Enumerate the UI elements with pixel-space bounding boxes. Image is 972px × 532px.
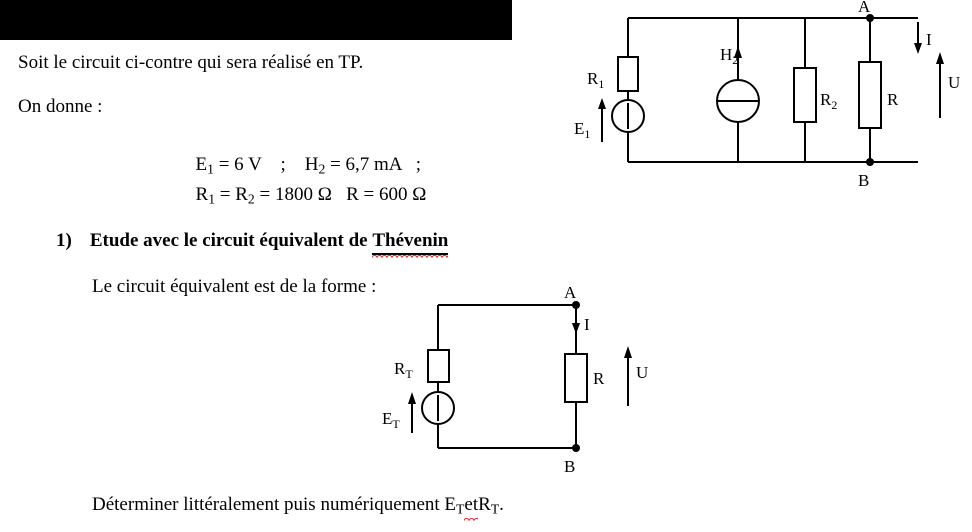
voltage-u-arrow bbox=[936, 52, 944, 118]
e1-arrow bbox=[598, 98, 606, 142]
rt-subscript: T bbox=[490, 501, 500, 517]
resistor-r2-symbol bbox=[794, 68, 816, 122]
e1-value: = 6 V ; H bbox=[213, 154, 319, 175]
given-values-line-2 bbox=[186, 162, 426, 207]
label-r: R bbox=[887, 90, 899, 109]
redaction-bar bbox=[0, 0, 512, 40]
node-a-dot-thevenin bbox=[572, 301, 580, 309]
e1-subscript: 1 bbox=[207, 161, 214, 177]
resistor-r1-symbol bbox=[618, 57, 638, 91]
label-et: $E_T$ bbox=[382, 409, 400, 431]
section-title-misspelled-word: Thévenin bbox=[372, 230, 448, 255]
label-node-a-thevenin: A bbox=[564, 283, 577, 302]
rt-label: R bbox=[478, 494, 491, 515]
final-instruction-line bbox=[92, 494, 504, 517]
label-node-b: B bbox=[858, 171, 870, 190]
circuit-diagram-thevenin bbox=[340, 278, 680, 483]
section-heading-1 bbox=[56, 230, 448, 255]
node-b-dot bbox=[866, 158, 874, 166]
label-voltage-u: U bbox=[948, 73, 960, 92]
circuit-diagram-original bbox=[560, 0, 960, 205]
final-line-middle: et bbox=[464, 494, 479, 515]
final-line-after: . bbox=[499, 494, 504, 515]
label-r2: $R_2$ bbox=[820, 90, 838, 112]
e1-label: E bbox=[195, 154, 208, 175]
r1-subscript: 1 bbox=[208, 191, 216, 207]
resistor-rt-symbol bbox=[428, 350, 449, 382]
label-rt: $R_T$ bbox=[394, 359, 413, 381]
section-number: 1) bbox=[56, 230, 72, 251]
h2-value: = 6,7 mA ; bbox=[325, 154, 421, 175]
resistor-r-symbol bbox=[859, 62, 881, 128]
label-r-thevenin: R bbox=[593, 369, 605, 388]
label-e1: $E_1$ bbox=[574, 119, 591, 141]
label-node-a: A bbox=[858, 0, 871, 16]
current-i-arrow-thevenin bbox=[572, 309, 580, 334]
final-line-before: Déterminer littéralement puis numériquement E bbox=[92, 494, 457, 515]
r2-subscript: 2 bbox=[247, 191, 255, 207]
et-subscript: T bbox=[456, 501, 465, 517]
label-voltage-u-thevenin: U bbox=[636, 363, 649, 382]
r-equals-mid: = R bbox=[215, 184, 248, 205]
label-node-b-thevenin: B bbox=[564, 457, 576, 476]
node-b-dot-thevenin bbox=[572, 444, 580, 452]
et-arrow bbox=[408, 392, 416, 433]
label-h2: $H_2$ bbox=[720, 45, 739, 67]
label-current-i: I bbox=[926, 30, 932, 49]
label-current-i-thevenin: I bbox=[584, 315, 590, 334]
intro-paragraph: Soit le circuit ci-contre qui sera réalisé en TP. bbox=[18, 52, 364, 73]
section-title-text: Etude avec le circuit équivalent de bbox=[89, 230, 373, 251]
h2-subscript: 2 bbox=[318, 161, 326, 177]
label-r1: $R_1$ bbox=[587, 69, 605, 91]
equivalent-circuit-caption: Le circuit équivalent est de la forme : bbox=[92, 276, 377, 297]
current-i-arrow bbox=[914, 22, 922, 54]
r1-label: R bbox=[195, 184, 209, 205]
voltage-u-arrow-thevenin bbox=[624, 346, 632, 406]
resistance-values: = 1800 Ω R = 600 Ω bbox=[254, 184, 427, 205]
resistor-r-symbol-thevenin bbox=[565, 354, 587, 402]
given-data-label: On donne : bbox=[18, 96, 103, 117]
